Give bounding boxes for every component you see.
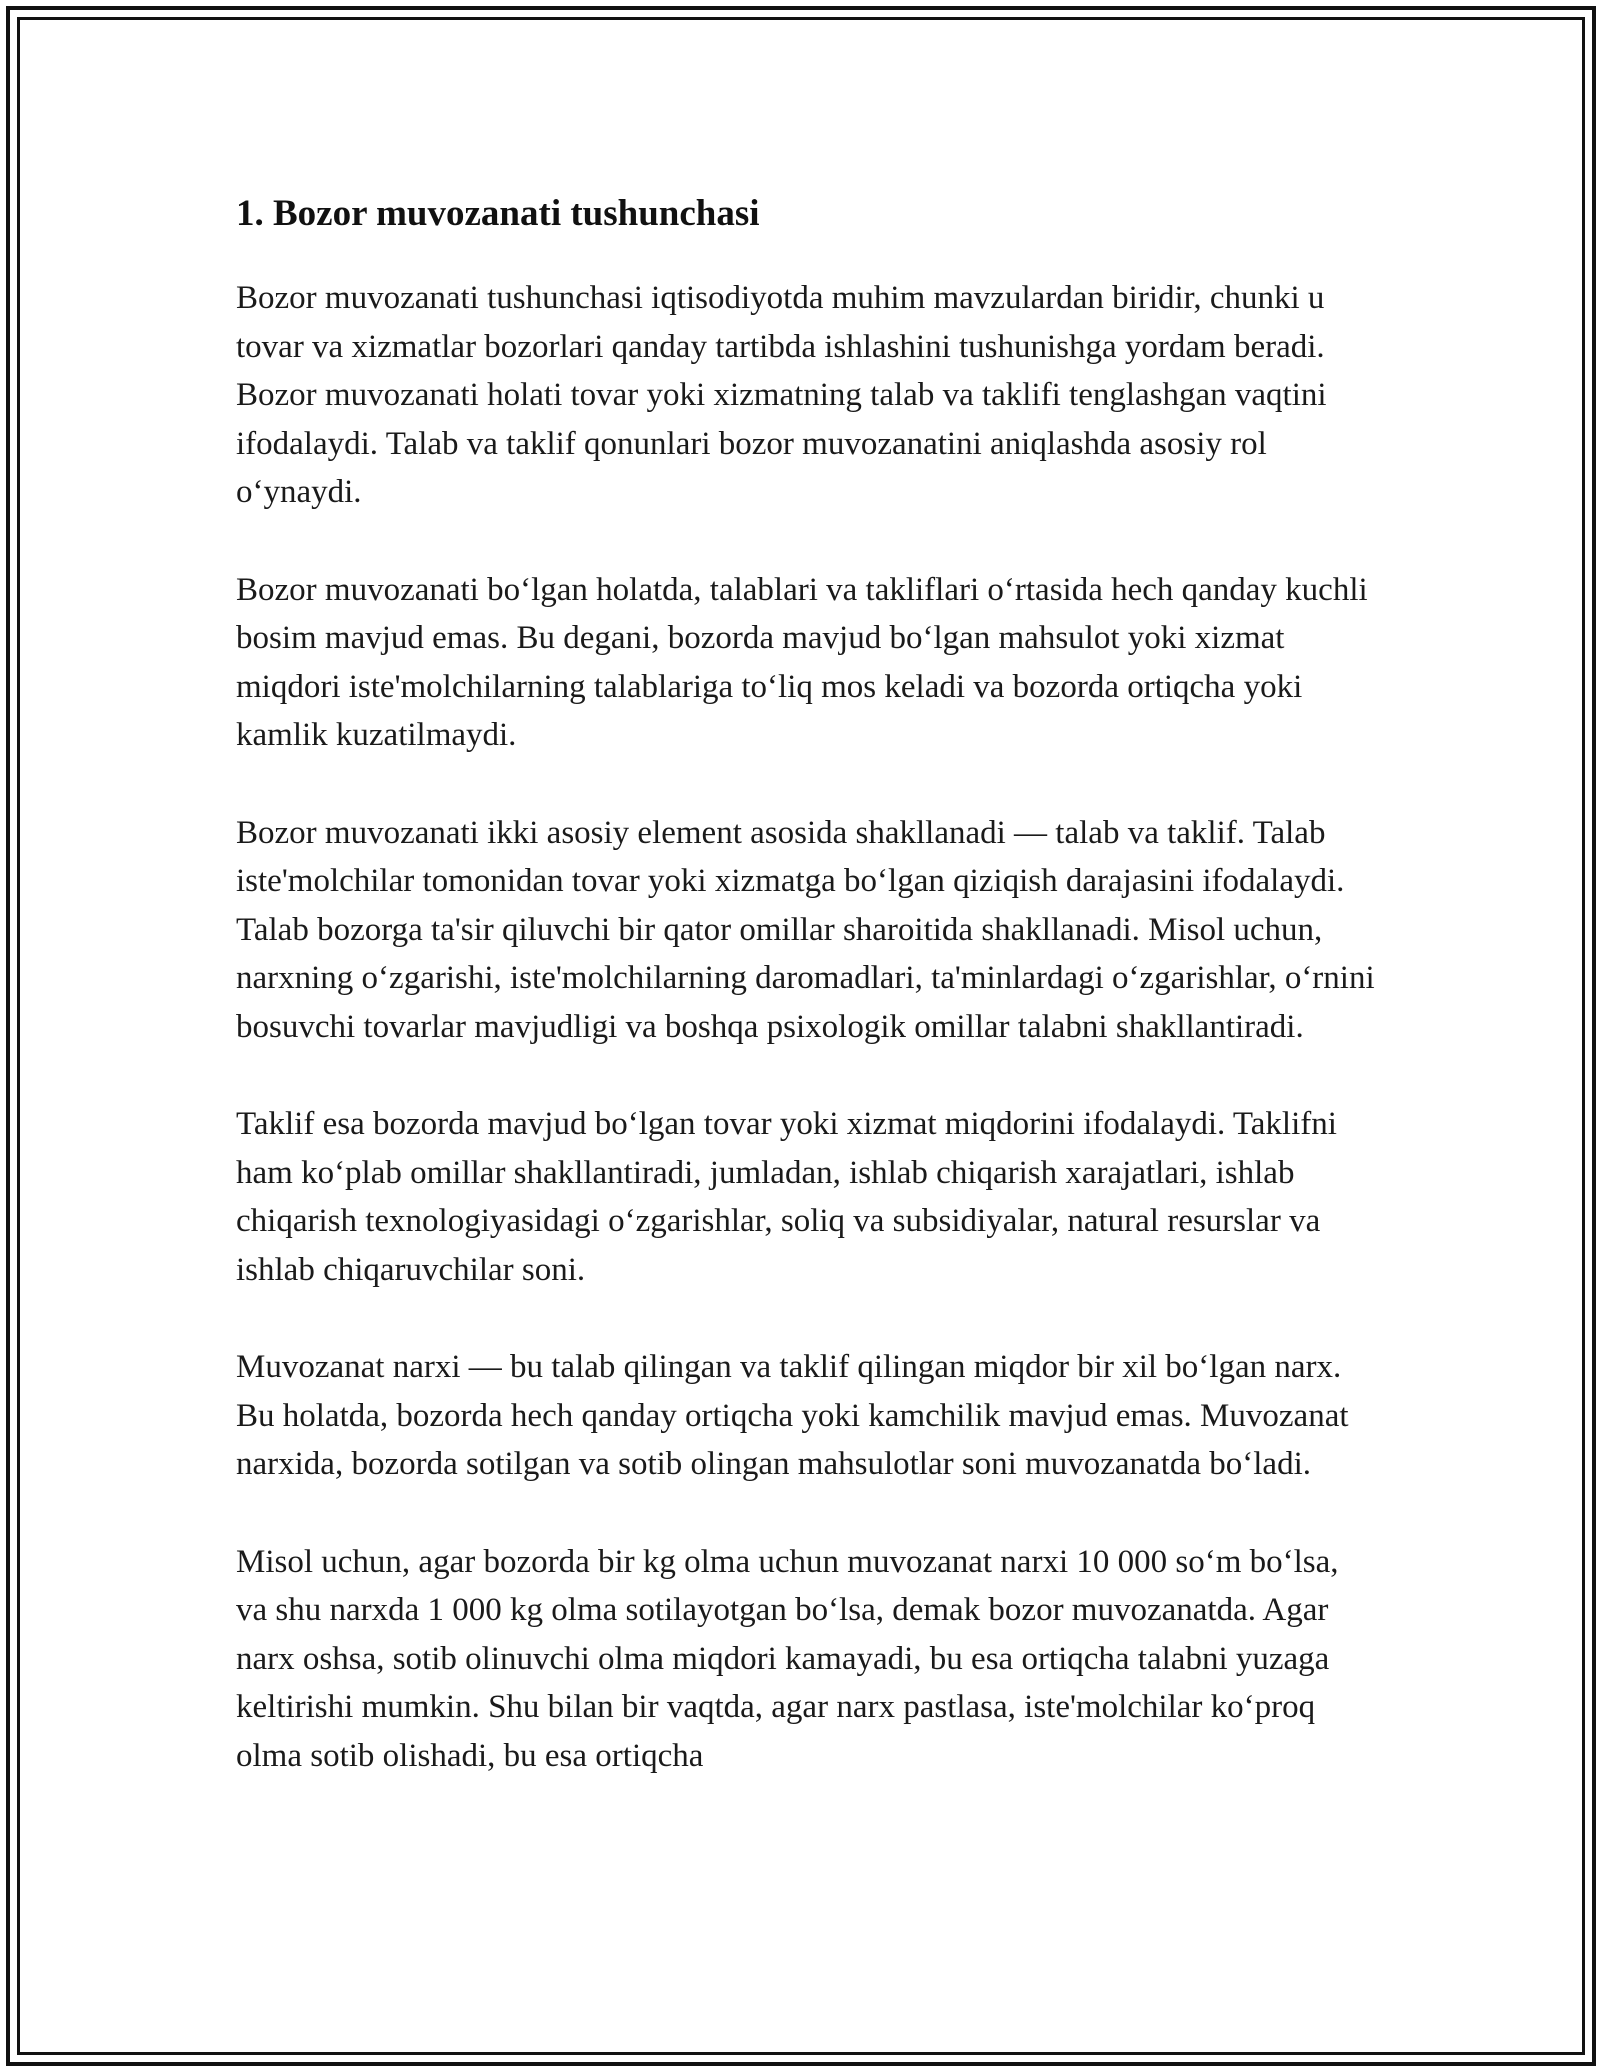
- paragraph-supply: Taklif esa bozorda mavjud boʻlgan tovar yoki xizmat miqdorini ifodalaydi. Taklifni ham koʻplab omillar shakllantiradi, jumladan, ishlab chiqarish xarajatlari, ishlab chiqarish texnologiyasidagi oʻzgarishlar, soliq va subsidiyalar, natural resurslar va ishlab chiqaruvchilar soni.: [236, 1106, 1337, 1288]
- paragraph-intro: Bozor muvozanati tushunchasi iqtisodiyotda muhim mavzulardan biridir, chunki u tovar va xizmatlar bozorlari qanday tartibda ishlashini tushunishga yordam beradi. Bozor muvozanati holati tovar yoki xizmatning talab va taklifi tenglashgan vaqtini ifodalaydi. Talab va taklif qonunlari bozor muvozanatini aniqlashda asosiy rol oʻynaydi.: [236, 280, 1327, 510]
- paragraph-demand: Bozor muvozanati ikki asosiy element asosida shakllanadi — talab va taklif. Talab iste'molchilar tomonidan tovar yoki xizmatga boʻlgan qiziqish darajasini ifodalaydi. Talab bozorga ta'sir qiluvchi bir qator omillar sharoitida shakllanadi. Misol uchun, narxning oʻzgarishi, iste'molchilarning daromadlari, ta'minlardagi oʻzgarishlar, oʻrnini bosuvchi tovarlar mavjudligi va boshqa psixologik omillar talabni shakllantiradi.: [236, 814, 1375, 1045]
- paragraph-equilibrium-price: Muvozanat narxi — bu talab qilingan va taklif qilingan miqdor bir xil boʻlgan narx. Bu holatda, bozorda hech qanday ortiqcha yoki kamchilik mavjud emas. Muvozanat narxida, bozorda sotilgan va sotib olingan mahsulotlar soni muvozanatda boʻladi.: [236, 1349, 1349, 1482]
- document-body: [236, 186, 1376, 1829]
- paragraph-equilibrium-state: Bozor muvozanati boʻlgan holatda, talablari va takliflari oʻrtasida hech qanday kuchli bosim mavjud emas. Bu degani, bozorda mavjud boʻlgan mahsulot yoki xizmat miqdori iste'molchilarning talablariga toʻliq mos keladi va bozorda ortiqcha yoki kamlik kuzatilmaydi.: [236, 571, 1368, 753]
- paragraph-example: Misol uchun, agar bozorda bir kg olma uchun muvozanat narxi 10 000 soʻm boʻlsa, va shu narxda 1 000 kg olma sotilayotgan boʻlsa, demak bozor muvozanatda. Agar narx oshsa, sotib olinuvchi olma miqdori kamayadi, bu esa ortiqcha talabni yuzaga keltirishi mumkin. Shu bilan bir vaqtda, agar narx pastlasa, iste'molchilar koʻproq olma sotib olishadi, bu esa ortiqcha: [236, 1543, 1339, 1774]
- section-heading: 1. Bozor muvozanati tushunchasi: [236, 193, 760, 234]
